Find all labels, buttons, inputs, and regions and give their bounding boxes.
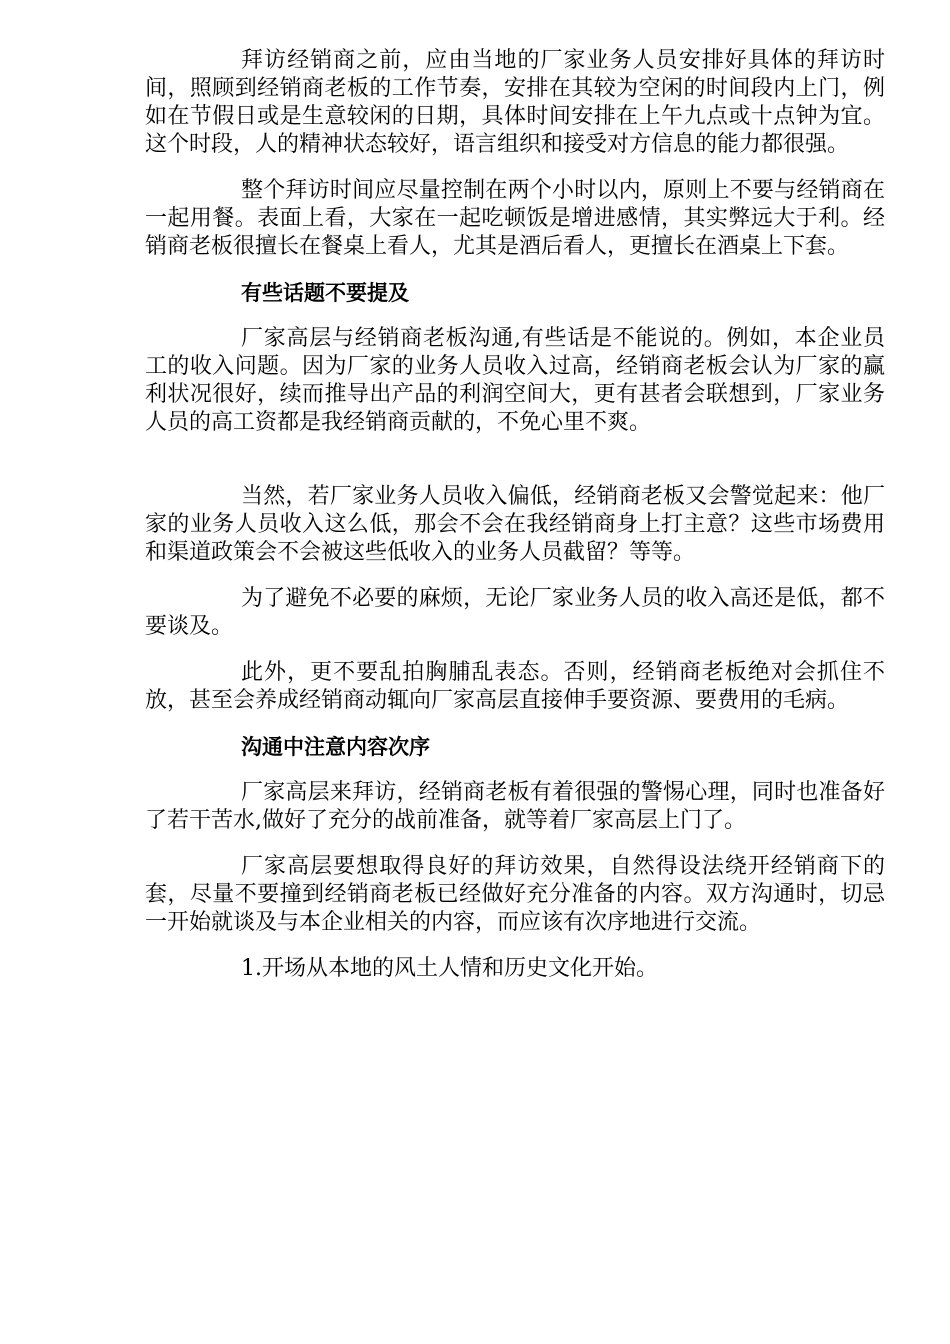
paragraph-low-income: 当然，若厂家业务人员收入偏低，经销商老板又会警觉起来：他厂家的业务人员收入这么低，那会不会在我经销商身上打主意？这些市场费用和渠道政策会不会被这些低收入的业务人员截留？等等。 — [145, 484, 885, 565]
document-page — [145, 47, 885, 1001]
paragraph-income-topic: 厂家高层与经销商老板沟通,有些话是不能说的。例如，本企业员工的收入问题。因为厂家的业务人员收入过高，经销商老板会认为厂家的赢利状况很好，续而推导出产品的利润空间大，更有甚者会联想到，厂家业务人员的高工资都是我经销商贡献的，不免心里不爽。 — [145, 326, 885, 435]
paragraph-communication-order: 厂家高层要想取得良好的拜访效果，自然得设法绕开经销商下的套，尽量不要撞到经销商老板已经做好充分准备的内容。双方沟通时，切忌一开始就谈及与本企业相关的内容，而应该有次序地进行交流。 — [145, 854, 885, 935]
paragraph-dealer-vigilance: 厂家高层来拜访，经销商老板有着很强的警惕心理，同时也准备好了若干苦水,做好了充分的战前准备，就等着厂家高层上门了。 — [145, 780, 885, 833]
section-heading-content-order: 沟通中注意内容次序 — [241, 735, 430, 759]
list-item-opening-topic: 1.开场从本地的风土人情和历史文化开始。 — [241, 956, 658, 981]
paragraph-visit-duration: 整个拜访时间应尽量控制在两个小时以内，原则上不要与经销商在一起用餐。表面上看，大家在一起吃顿饭是增进感情，其实弊远大于利。经销商老板很擅长在餐桌上看人，尤其是酒后看人，更擅长在酒桌上下套。 — [145, 178, 885, 259]
paragraph-avoid-income: 为了避免不必要的麻烦，无论厂家业务人员的收入高还是低，都不要谈及。 — [145, 586, 885, 639]
paragraph-no-promises: 此外，更不要乱拍胸脯乱表态。否则，经销商老板绝对会抓住不放，甚至会养成经销商动辄向厂家高层直接伸手要资源、要费用的毛病。 — [145, 660, 885, 713]
paragraph-visit-timing: 拜访经销商之前，应由当地的厂家业务人员安排好具体的拜访时间，照顾到经销商老板的工作节奏，安排在其较为空闲的时间段内上门，例如在节假日或是生意较闲的日期，具体时间安排在上午九点或十点钟为宜。这个时段，人的精神状态较好，语言组织和接受对方信息的能力都很强。 — [145, 48, 885, 157]
section-heading-topics-to-avoid: 有些话题不要提及 — [241, 281, 409, 305]
